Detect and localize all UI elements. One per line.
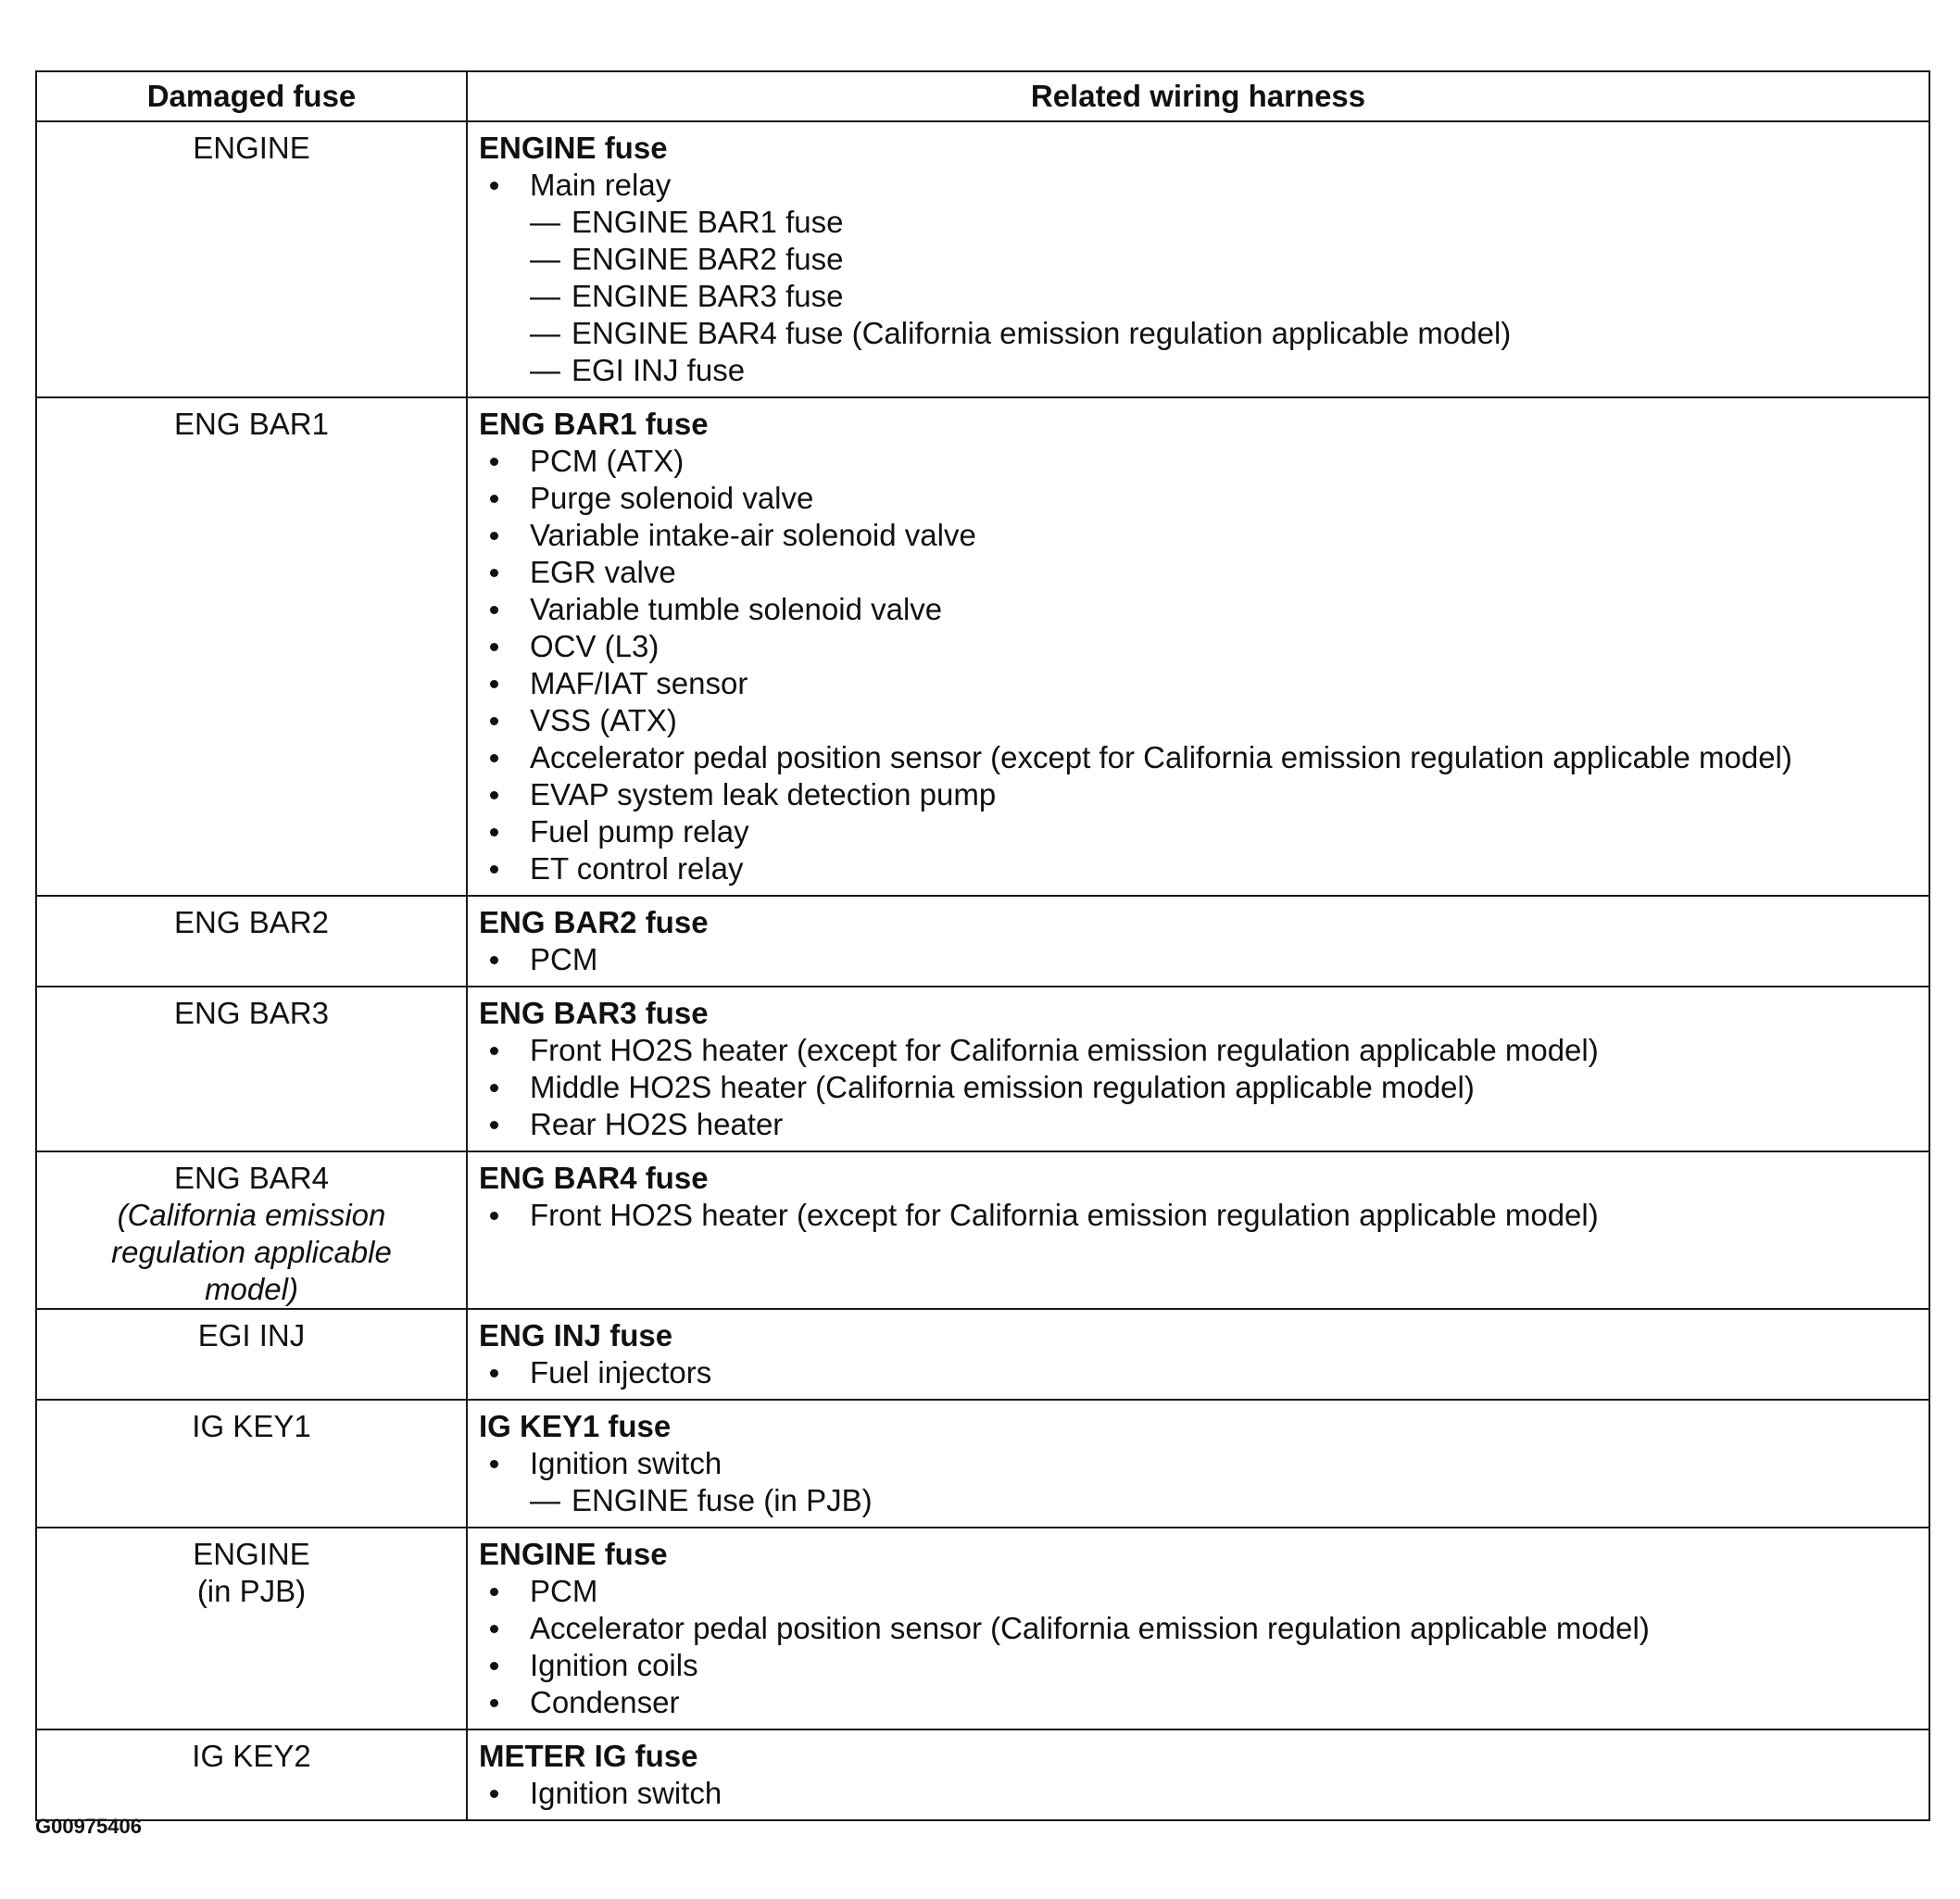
- list-item: [479, 443, 1919, 480]
- fuse-note: (California emission: [117, 1198, 386, 1232]
- fuse-name: ENG BAR2: [174, 905, 329, 939]
- harness-item-text: EGR valve: [530, 555, 676, 589]
- fuse-name: ENG BAR1: [174, 407, 329, 441]
- fuse-name: ENGINE: [193, 131, 310, 165]
- fuse-note: model): [205, 1272, 298, 1306]
- dash-icon: —: [530, 316, 560, 350]
- header-related-wiring-harness: Related wiring harness: [467, 71, 1929, 121]
- bullet-icon: [490, 569, 498, 577]
- related-harness-cell: [467, 121, 1929, 397]
- bullet-icon: [490, 865, 498, 874]
- harness-item-text: Condenser: [530, 1685, 680, 1719]
- sub-item-list: [530, 1482, 1919, 1519]
- harness-fuse-title: ENG BAR2 fuse: [479, 905, 709, 939]
- harness-fuse-title: ENG BAR3 fuse: [479, 996, 709, 1030]
- list-item: [479, 1354, 1919, 1391]
- table-row: [36, 397, 1929, 896]
- bullet-icon: [490, 1121, 498, 1129]
- dash-icon: —: [530, 279, 560, 313]
- sub-list-item: [530, 278, 1919, 315]
- damaged-fuse-cell: [36, 1528, 467, 1729]
- bullet-icon: [490, 828, 498, 836]
- fuse-name: ENGINE: [193, 1537, 310, 1571]
- harness-item-text: MAF/IAT sensor: [530, 666, 748, 700]
- table-row: [36, 1528, 1929, 1729]
- sub-list-item: [530, 1482, 1919, 1519]
- damaged-fuse-cell: [36, 896, 467, 987]
- bullet-icon: [490, 754, 498, 762]
- list-item: [479, 167, 1919, 389]
- harness-item-text: Accelerator pedal position sensor (California emission regulation applicable model): [530, 1611, 1650, 1645]
- harness-item-text: Ignition switch: [530, 1776, 722, 1810]
- list-item: [479, 628, 1919, 665]
- harness-fuse-title: ENG BAR4 fuse: [479, 1161, 709, 1195]
- bullet-icon: [490, 1662, 498, 1670]
- harness-item-text: PCM: [530, 942, 598, 976]
- sub-item-text: ENGINE BAR1 fuse: [572, 205, 844, 239]
- list-item: [479, 1197, 1919, 1234]
- list-item: [479, 739, 1919, 776]
- harness-item-text: Ignition coils: [530, 1648, 698, 1682]
- harness-fuse-title: IG KEY1 fuse: [479, 1409, 672, 1443]
- related-harness-cell: [467, 1309, 1929, 1400]
- bullet-icon: [490, 1790, 498, 1798]
- list-item: [479, 1610, 1919, 1647]
- damaged-fuse-cell: [36, 1400, 467, 1528]
- table-row: [36, 1400, 1929, 1528]
- figure-id: G00975406: [35, 1815, 142, 1838]
- sub-item-text: ENGINE BAR4 fuse (California emission regulation applicable model): [572, 316, 1512, 350]
- bullet-icon: [490, 1588, 498, 1596]
- list-item: [479, 517, 1919, 554]
- related-harness-cell: [467, 1151, 1929, 1309]
- fuse-name: (in PJB): [196, 1574, 307, 1608]
- table-header-row: [36, 71, 1929, 121]
- dash-icon: —: [530, 205, 560, 239]
- fuse-name: IG KEY2: [192, 1739, 311, 1773]
- list-item: [479, 480, 1919, 517]
- bullet-icon: [490, 1625, 498, 1633]
- related-harness-cell: [467, 1400, 1929, 1528]
- related-harness-cell: [467, 987, 1929, 1151]
- bullet-icon: [490, 680, 498, 688]
- related-harness-cell: [467, 896, 1929, 987]
- harness-item-text: Purge solenoid valve: [530, 481, 814, 515]
- bullet-icon: [490, 956, 498, 964]
- bullet-icon: [490, 791, 498, 799]
- harness-item-text: Ignition switch: [530, 1446, 722, 1480]
- harness-item-text: Middle HO2S heater (California emission regulation applicable model): [530, 1070, 1475, 1104]
- harness-item-text: EVAP system leak detection pump: [530, 777, 997, 811]
- fuse-name: ENG BAR4: [174, 1161, 329, 1195]
- harness-item-text: Front HO2S heater (except for California emission regulation applicable model): [530, 1033, 1599, 1067]
- fuse-harness-table: [35, 70, 1930, 1821]
- damaged-fuse-cell: [36, 1151, 467, 1309]
- list-item: [479, 1647, 1919, 1684]
- related-harness-cell: [467, 1729, 1929, 1820]
- sub-list-item: [530, 204, 1919, 241]
- harness-item-list: [479, 167, 1919, 389]
- table-row: [36, 121, 1929, 397]
- harness-item-text: PCM (ATX): [530, 444, 685, 478]
- bullet-icon: [490, 606, 498, 614]
- table-row: [36, 896, 1929, 987]
- dash-icon: —: [530, 353, 560, 387]
- dash-icon: —: [530, 242, 560, 276]
- bullet-icon: [490, 532, 498, 540]
- bullet-icon: [490, 643, 498, 651]
- list-item: [479, 702, 1919, 739]
- fuse-name: EGI INJ: [197, 1318, 306, 1352]
- fuse-name: ENG BAR3: [174, 996, 329, 1030]
- sub-item-list: [530, 204, 1919, 389]
- damaged-fuse-cell: [36, 987, 467, 1151]
- harness-item-list: [479, 941, 1919, 978]
- harness-item-list: [479, 443, 1919, 887]
- header-damaged-fuse: Damaged fuse: [36, 71, 467, 121]
- list-item: [479, 776, 1919, 813]
- sub-list-item: [530, 352, 1919, 389]
- damaged-fuse-cell: [36, 1729, 467, 1820]
- list-item: [479, 1106, 1919, 1143]
- related-harness-cell: [467, 1528, 1929, 1729]
- sub-list-item: [530, 315, 1919, 352]
- fuse-note: regulation applicable: [111, 1235, 392, 1269]
- harness-item-list: [479, 1775, 1919, 1812]
- bullet-icon: [490, 1460, 498, 1468]
- harness-item-list: [479, 1354, 1919, 1391]
- harness-fuse-title: ENGINE fuse: [479, 1537, 668, 1571]
- list-item: [479, 1445, 1919, 1519]
- harness-fuse-title: METER IG fuse: [479, 1739, 698, 1773]
- damaged-fuse-cell: [36, 1309, 467, 1400]
- harness-item-text: Rear HO2S heater: [530, 1107, 784, 1141]
- bullet-icon: [490, 1699, 498, 1707]
- list-item: [479, 813, 1919, 850]
- harness-item-list: [479, 1573, 1919, 1721]
- bullet-icon: [490, 717, 498, 725]
- table-body: [36, 121, 1929, 1820]
- bullet-icon: [490, 495, 498, 503]
- harness-item-list: [479, 1032, 1919, 1143]
- harness-item-text: Fuel pump relay: [530, 814, 749, 849]
- bullet-icon: [490, 1047, 498, 1055]
- harness-item-text: Main relay: [530, 168, 672, 202]
- list-item: [479, 1684, 1919, 1721]
- list-item: [479, 1032, 1919, 1069]
- sub-item-text: ENGINE fuse (in PJB): [572, 1483, 873, 1517]
- list-item: [479, 1573, 1919, 1610]
- related-harness-cell: [467, 397, 1929, 896]
- sub-item-text: EGI INJ fuse: [572, 353, 746, 387]
- harness-item-text: Fuel injectors: [530, 1355, 712, 1390]
- sub-item-text: ENGINE BAR3 fuse: [572, 279, 844, 313]
- list-item: [479, 554, 1919, 591]
- damaged-fuse-cell: [36, 121, 467, 397]
- dash-icon: —: [530, 1483, 560, 1517]
- harness-item-text: Variable intake-air solenoid valve: [530, 518, 976, 552]
- bullet-icon: [490, 182, 498, 190]
- bullet-icon: [490, 458, 498, 466]
- bullet-icon: [490, 1084, 498, 1092]
- list-item: [479, 1069, 1919, 1106]
- table-row: [36, 1151, 1929, 1309]
- list-item: [479, 665, 1919, 702]
- table-row: [36, 1729, 1929, 1820]
- table-row: [36, 987, 1929, 1151]
- damaged-fuse-cell: [36, 397, 467, 896]
- harness-fuse-title: ENG INJ fuse: [479, 1318, 673, 1352]
- harness-item-text: PCM: [530, 1574, 598, 1608]
- harness-item-text: ET control relay: [530, 851, 744, 886]
- harness-item-list: [479, 1197, 1919, 1234]
- harness-item-text: VSS (ATX): [530, 703, 677, 737]
- sub-item-text: ENGINE BAR2 fuse: [572, 242, 844, 276]
- list-item: [479, 591, 1919, 628]
- bullet-icon: [490, 1369, 498, 1377]
- harness-item-text: OCV (L3): [530, 629, 660, 663]
- harness-item-text: Accelerator pedal position sensor (except for California emission regulation applicable model): [530, 740, 1792, 774]
- list-item: [479, 850, 1919, 887]
- list-item: [479, 1775, 1919, 1812]
- bullet-icon: [490, 1212, 498, 1220]
- list-item: [479, 941, 1919, 978]
- harness-item-text: Front HO2S heater (except for California emission regulation applicable model): [530, 1198, 1599, 1232]
- harness-fuse-title: ENGINE fuse: [479, 131, 668, 165]
- harness-item-list: [479, 1445, 1919, 1519]
- harness-item-text: Variable tumble solenoid valve: [530, 592, 943, 626]
- harness-fuse-title: ENG BAR1 fuse: [479, 407, 709, 441]
- sub-list-item: [530, 241, 1919, 278]
- table-row: [36, 1309, 1929, 1400]
- fuse-name: IG KEY1: [192, 1409, 311, 1443]
